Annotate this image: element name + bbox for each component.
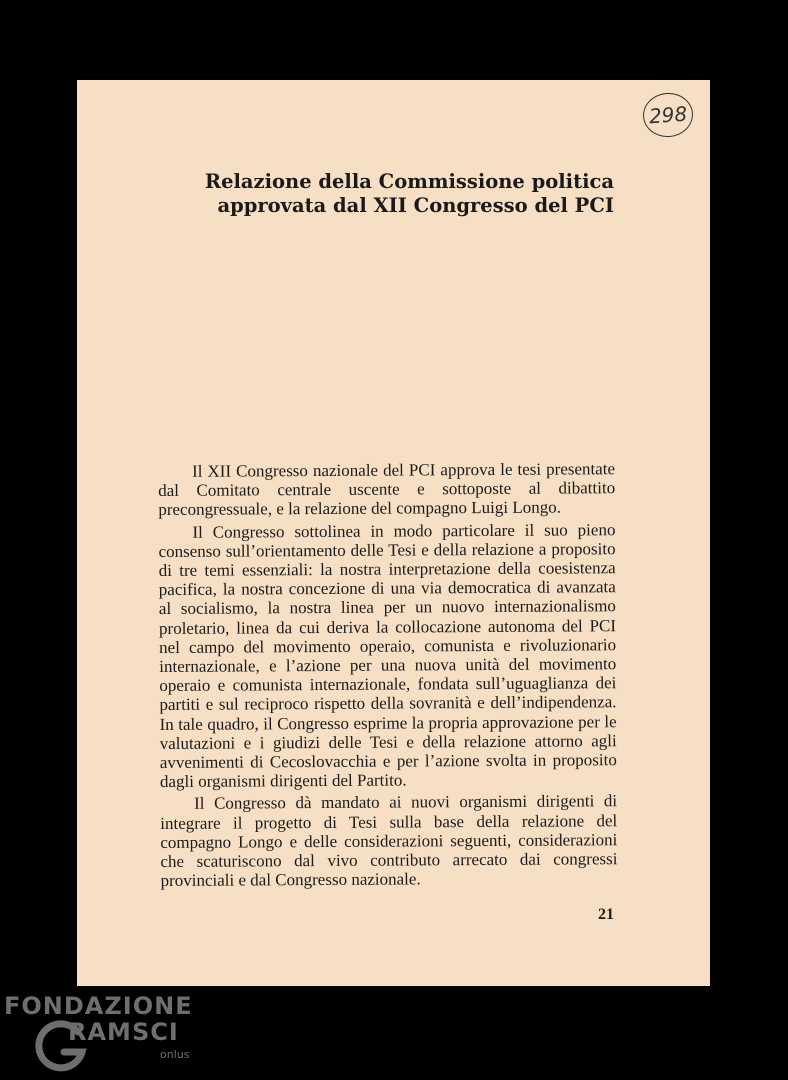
title-line-1: Relazione della Commissione politica — [204, 170, 614, 193]
logo-text-line1: FONDAZIONE — [4, 992, 193, 1020]
archive-number: 298 — [648, 101, 688, 129]
page-title — [205, 170, 614, 218]
body-text — [158, 459, 618, 893]
archive-number-stamp — [642, 91, 695, 138]
document-page — [77, 80, 710, 986]
logo-text-line2: RAMSCI — [68, 1018, 179, 1046]
page-number: 21 — [598, 906, 614, 923]
paragraph: Il Congresso sottolinea in modo particolare il suo pieno consenso sull’orientamento delle Tesi e della relazione a proposito di tre temi essenziali: la nostra interpretazione della coesistenza pacifica, la nostra concezione di una via democratica di avanzata al socialismo, la nostra linea per un nuovo internazionalismo proletario, linea da cui deriva la collocazione autonoma del PCI nel campo del movimento operaio, comunista e rivoluzionario internazionale, e l’azione per una nuova unità del movimento operaio e comunista internazionale, fondata sull’uguaglianza dei partiti e sul reciproco rispetto della sovranità e dell’indipendenza. In tale quadro, il Congresso esprime la propria approvazione per le valutazioni e i giudizi delle Tesi e della relazione attorno agli avvenimenti di Cecoslovacchia e per l’azione svolta in proposito dagli organismi dirigenti del Partito. — [158, 519, 617, 792]
fondazione-gramsci-logo — [4, 992, 194, 1076]
paragraph: Il XII Congresso nazionale del PCI approva le tesi presentate dal Comitato centrale uscente e sottoposte al dibattito precongressuale, e la relazione del compagno Luigi Longo. — [158, 459, 616, 520]
logo-subtitle: onlus — [160, 1048, 190, 1061]
title-line-2: approvata dal XII Congresso del PCI — [217, 194, 614, 217]
paragraph: Il Congresso dà mandato ai nuovi organismi dirigenti di integrare il progetto di Tesi sulla base della relazione del compagno Longo e delle considerazioni seguenti, considerazioni che scaturiscono dal vivo contributo arrecato dai congressi provinciali e dal Congresso nazionale. — [160, 791, 618, 891]
